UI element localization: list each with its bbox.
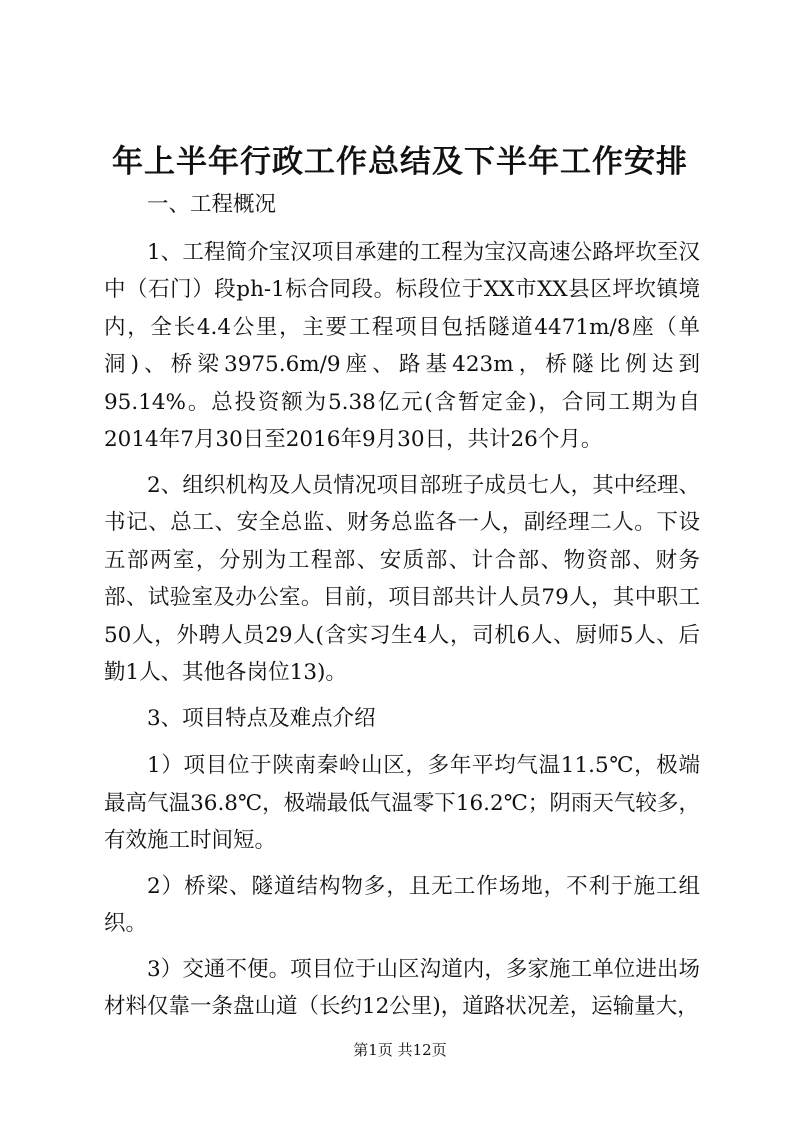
paragraph-traffic: 3）交通不便。项目位于山区沟道内，多家施工单位进出场材料仅靠一条盘山道（长约12公里)，道路状况差，运输量大，	[104, 956, 700, 1019]
page-number: 第1页 共12页	[353, 1041, 447, 1059]
subsection-heading: 3、项目特点及难点介绍	[147, 705, 376, 731]
paragraph-project-intro: 1、工程简介宝汉项目承建的工程为宝汉高速公路坪坎至汉中（石门）段ph-1标合同段。标段位于XX市XX县区坪坎镇境内，全长4.4公里，主要工程项目包括隧道4471m/8座（单洞)、桥梁3975.6m/9座、路基423m，桥隧比例达到95.14%。总投资额为5.38亿元(含暂定金)，合同工期为自2014年7月30日至2016年9月30日，共计26个月。	[104, 239, 700, 452]
document-title: 年上半年行政工作总结及下半年工作安排	[112, 144, 688, 180]
paragraph-organization: 2、组织机构及人员情况项目部班子成员七人，其中经理、书记、总工、安全总监、财务总监各一人，副经理二人。下设五部两室，分别为工程部、安质部、计合部、物资部、财务部、试验室及办公室。目前，项目部共计人员79人，其中职工50人，外聘人员29人(含实习生4人，司机6人、厨师5人、后勤1人、其他各岗位13)。	[104, 472, 700, 685]
paragraph-structures: 2）桥梁、隧道结构物多，且无工作场地，不利于施工组织。	[104, 873, 700, 936]
section-heading: 一、工程概况	[147, 192, 277, 217]
paragraph-climate: 1）项目位于陕南秦岭山区，多年平均气温11.5℃，极端最高气温36.8℃，极端最低气温零下16.2℃；阴雨天气较多，有效施工时间短。	[104, 753, 700, 853]
document-body	[104, 186, 700, 1034]
